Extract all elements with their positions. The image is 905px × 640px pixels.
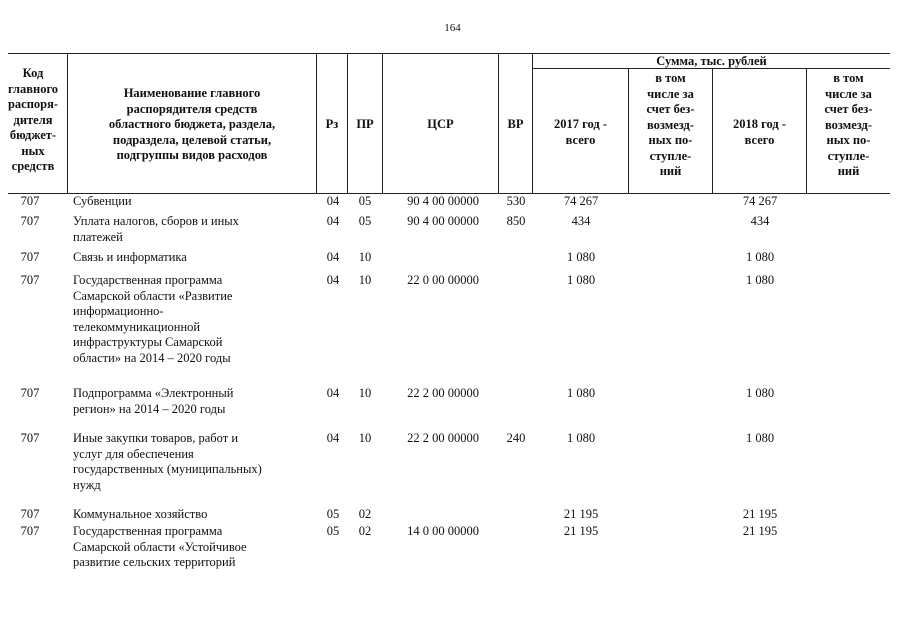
- header-rz: Рз: [325, 117, 339, 131]
- header-incl2018-line: счет без-: [824, 102, 873, 116]
- header-name-line: Наименование главного: [123, 86, 261, 100]
- header-csr: ЦСР: [427, 117, 454, 131]
- header-kod-line: ных: [21, 143, 45, 158]
- row-kod: 707: [20, 507, 40, 521]
- row-rz: 04: [326, 194, 340, 208]
- row-pr: 10: [358, 250, 372, 264]
- header-2017-line: всего: [565, 132, 596, 147]
- row-sum-2018: 1 080: [745, 250, 775, 264]
- header-2018-line: 2018 год -: [733, 117, 786, 131]
- header-2018-line: всего: [744, 132, 775, 147]
- header-kod-line: бюджет-: [9, 128, 57, 142]
- header-incl2018-line: возмезд-: [824, 117, 873, 132]
- row-csr: 14 0 00 00000: [407, 524, 479, 538]
- row-kod: 707: [20, 214, 40, 228]
- row-name-line: Государственная программа: [73, 273, 223, 287]
- header-incl2018-line: в том: [833, 71, 864, 85]
- row-rz: 04: [326, 214, 340, 228]
- row-name-line: Субвенции: [73, 194, 132, 208]
- row-sum-2018: 1 080: [745, 431, 775, 445]
- row-sum-2018: 1 080: [745, 386, 775, 400]
- row-name-line: области» на 2014 – 2020 годы: [73, 350, 231, 365]
- header-kod-line: Код: [22, 66, 44, 80]
- header-incl2017-line: ных по-: [648, 133, 693, 147]
- row-sum-2017: 1 080: [566, 431, 596, 445]
- row-name-line: Самарской области «Развитие: [73, 288, 233, 303]
- row-name-line: Государственная программа: [73, 524, 223, 538]
- row-vr: 240: [506, 431, 526, 445]
- row-sum-2018: 21 195: [742, 507, 778, 521]
- row-kod: 707: [20, 273, 40, 287]
- header-incl2017-line: счет без-: [646, 102, 695, 116]
- row-name-line: регион» на 2014 – 2020 годы: [73, 401, 226, 416]
- row-name-line: инфраструктуры Самарской: [73, 335, 223, 349]
- row-pr: 05: [358, 214, 372, 228]
- row-name: [73, 214, 313, 245]
- header-name-line: подраздела, целевой статьи,: [112, 132, 272, 147]
- row-pr: 10: [358, 431, 372, 445]
- row-pr: 02: [358, 507, 372, 521]
- header-incl2017-line: ний: [659, 164, 682, 178]
- row-name: [73, 524, 313, 571]
- row-name-line: развитие сельских территорий: [73, 555, 236, 569]
- header-2018-including: [807, 71, 890, 180]
- row-sum-2018: 1 080: [745, 273, 775, 287]
- row-name-line: информационно-: [73, 304, 164, 318]
- row-name: [73, 273, 313, 366]
- row-kod: 707: [20, 524, 40, 538]
- row-csr: 22 2 00 00000: [407, 431, 479, 445]
- header-vr: ВР: [507, 117, 524, 131]
- row-sum-2017: 74 267: [563, 194, 599, 208]
- row-name-line: телекоммуникационной: [73, 319, 201, 334]
- header-kod-line: распоря-: [7, 97, 59, 111]
- row-name-line: государственных (муниципальных): [73, 462, 262, 476]
- row-pr: 05: [358, 194, 372, 208]
- header-name-line: распорядителя средств: [126, 101, 258, 116]
- row-kod: 707: [20, 386, 40, 400]
- row-name-line: Иные закупки товаров, работ и: [73, 431, 239, 445]
- row-sum-2018: 74 267: [742, 194, 778, 208]
- header-name-line: подгруппы видов расходов: [116, 148, 268, 162]
- header-kod-line: средств: [11, 159, 55, 173]
- row-name: [73, 250, 313, 266]
- row-rz: 04: [326, 431, 340, 445]
- row-name-line: Уплата налогов, сборов и иных: [73, 214, 239, 228]
- row-name: [73, 431, 313, 493]
- row-sum-2017: 1 080: [566, 273, 596, 287]
- row-name-line: платежей: [73, 229, 123, 244]
- row-pr: 10: [358, 386, 372, 400]
- row-csr: 90 4 00 00000: [407, 214, 479, 228]
- row-sum-2017: 434: [571, 214, 591, 228]
- header-incl2018-line: ступле-: [827, 148, 870, 163]
- row-name-line: нужд: [73, 477, 101, 492]
- header-incl2018-line: ний: [837, 164, 860, 178]
- row-sum-2017: 21 195: [563, 507, 599, 521]
- row-rz: 05: [326, 524, 340, 538]
- header-incl2018-line: числе за: [825, 86, 872, 101]
- header-incl2017-line: возмезд-: [646, 117, 695, 132]
- row-sum-2018: 434: [750, 214, 770, 228]
- header-summa: Сумма, тыс. рублей: [656, 54, 767, 68]
- row-kod: 707: [20, 250, 40, 264]
- row-pr: 10: [358, 273, 372, 287]
- row-sum-2017: 1 080: [566, 386, 596, 400]
- row-vr: 850: [506, 214, 526, 228]
- row-rz: 04: [326, 250, 340, 264]
- row-name-line: услуг для обеспечения: [73, 446, 194, 461]
- header-kod-line: главного: [7, 81, 59, 96]
- row-rz: 04: [326, 273, 340, 287]
- row-csr: 22 0 00 00000: [407, 273, 479, 287]
- header-name-line: областного бюджета, раздела,: [108, 117, 276, 131]
- header-kod: [0, 66, 66, 175]
- row-name-line: Самарской области «Устойчивое: [73, 539, 247, 554]
- header-2018-total: [713, 117, 806, 148]
- row-csr: 22 2 00 00000: [407, 386, 479, 400]
- row-name-line: Коммунальное хозяйство: [73, 507, 208, 521]
- divider-kod: [67, 53, 68, 193]
- row-vr: 530: [506, 194, 526, 208]
- row-kod: 707: [20, 431, 40, 445]
- row-rz: 05: [326, 507, 340, 521]
- row-csr: 90 4 00 00000: [407, 194, 479, 208]
- row-name-line: Подпрограмма «Электронный: [73, 386, 234, 400]
- header-incl2017-line: числе за: [647, 86, 694, 101]
- row-name: [73, 194, 313, 210]
- row-rz: 04: [326, 386, 340, 400]
- row-name: [73, 386, 313, 417]
- row-kod: 707: [20, 194, 40, 208]
- row-sum-2018: 21 195: [742, 524, 778, 538]
- header-2017-including: [629, 71, 712, 180]
- row-pr: 02: [358, 524, 372, 538]
- row-name: [73, 507, 313, 523]
- header-incl2017-line: ступле-: [649, 148, 692, 163]
- header-kod-line: дителя: [13, 112, 53, 127]
- header-pr: ПР: [356, 117, 374, 131]
- row-name-line: Связь и информатика: [73, 250, 187, 264]
- header-incl2017-line: в том: [655, 71, 686, 85]
- header-2017-total: [533, 117, 628, 148]
- header-name: [70, 86, 314, 164]
- header-incl2018-line: ных по-: [826, 133, 871, 147]
- header-2017-line: 2017 год -: [554, 117, 607, 131]
- page-number: 164: [444, 22, 461, 34]
- row-sum-2017: 1 080: [566, 250, 596, 264]
- row-sum-2017: 21 195: [563, 524, 599, 538]
